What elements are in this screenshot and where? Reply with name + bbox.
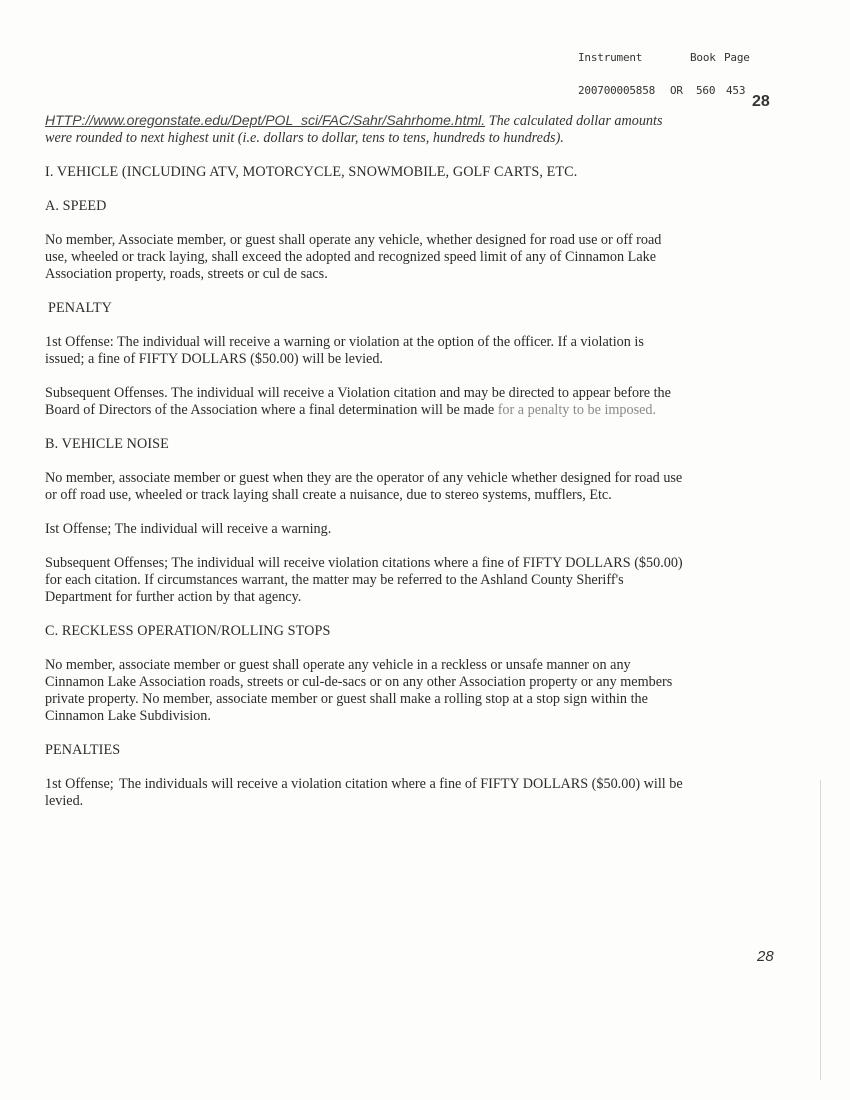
speed-penalty-heading: PENALTY [48,300,113,316]
stamp-instrument-number: 200700005858 [578,84,656,97]
noise-subsequent-offenses: Subsequent Offenses; The individual will receive violation citations where a fine of FIFTY DOLLARS ($50.00) for each citation. If circumstances warrant, the matter may be referred to the Ashland County Sheriff's Department for further action by that agency. [45,555,683,605]
speed-heading: A. SPEED [45,198,107,214]
stamp-book-type: OR [670,84,683,97]
noise-heading: B. VEHICLE NOISE [45,436,169,452]
reckless-penalties-heading: PENALTIES [45,742,121,758]
reckless-first-offense-text: The individuals will receive a violation citation where a fine of FIFTY DOLLARS ($50.00) will be levied. [45,776,683,809]
noise-rule: No member, associate member or guest when they are the operator of any vehicle whether designed for road use or off road use, wheeled or track laying shall create a nuisance, due to stereo systems, mufflers, Etc. [45,470,683,503]
intro-paragraph [45,112,685,147]
stamp-label-book: Book [690,51,716,64]
speed-rule: No member, Associate member, or guest shall operate any vehicle, whether designed for road use or off road use, wheeled or track laying, shall exceed the adopted and recognized speed limit of any of Cinnamon Lake Association property, roads, streets or cul de sacs. [45,232,662,282]
stamp-page-number: 453 [726,84,746,97]
speed-first-offense: 1st Offense: The individual will receive a warning or violation at the option of the officer. If a violation is issued; a fine of FIFTY DOLLARS ($50.00) will be levied. [45,334,644,367]
speed-subsequent-text: Subsequent Offenses. The individual will receive a Violation citation and may be directed to appear before the Board of Directors of the Association where a final determination will be made [45,385,671,418]
speed-subsequent-offenses [45,385,685,419]
page-number-bottom: 28 [757,948,774,965]
section-vehicle-heading: I. VEHICLE (INCLUDING ATV, MOTORCYCLE, SNOWMOBILE, GOLF CARTS, ETC. [45,164,578,180]
recording-stamp [578,30,750,107]
noise-first-offense: Ist Offense; The individual will receive a warning. [45,521,332,537]
reckless-first-offense-label: 1st Offense; [45,776,114,792]
stamp-label-page: Page [724,51,750,64]
reckless-heading: C. RECKLESS OPERATION/ROLLING STOPS [45,623,331,639]
speed-subsequent-faint-text: for a penalty to be imposed. [497,402,657,418]
stamp-book-number: 560 [696,84,716,97]
reckless-rule: No member, associate member or guest shall operate any vehicle in a reckless or unsafe manner on any Cinnamon Lake Association roads, streets or cul-de-sacs or on any other Association property or any members private property. No member, associate member or guest shall make a rolling stop at a stop sign within the Cinnamon Lake Subdivision. [45,657,673,724]
document-body [45,112,685,827]
reckless-first-offense [45,776,685,810]
page-number-top: 28 [752,93,770,110]
intro-text: The calculated dollar amounts were rounded to next highest unit (i.e. dollars to dollar, tens to tens, hundreds to hundreds). [45,113,663,146]
source-url[interactable]: HTTP://www.oregonstate.edu/Dept/POL_sci/FAC/Sahr/Sahrhome.html. [45,112,486,128]
stamp-label-instrument: Instrument [578,51,643,64]
scan-artifact-line [820,780,821,1080]
